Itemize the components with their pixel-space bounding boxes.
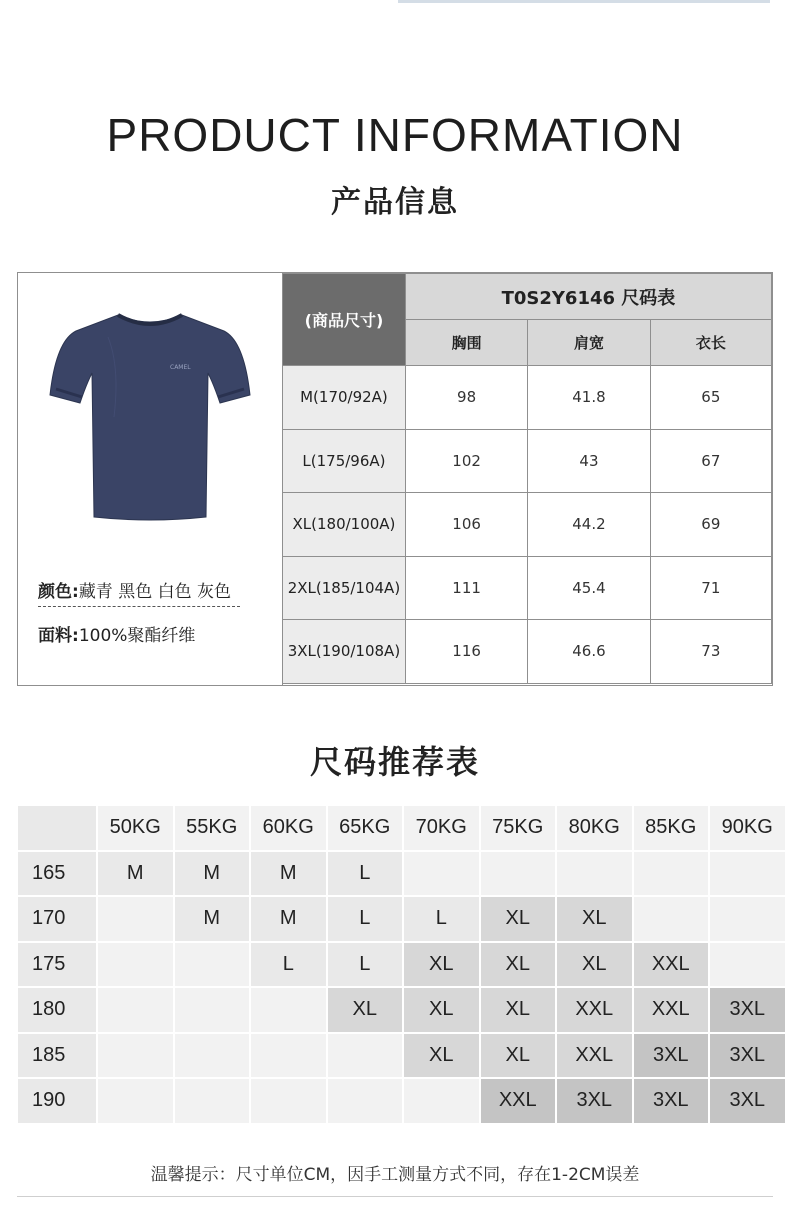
size-cell: XL xyxy=(481,1034,556,1078)
table-cell: 111 xyxy=(405,556,527,620)
size-cell xyxy=(98,1079,173,1123)
table-row xyxy=(18,943,785,987)
size-cell: L xyxy=(251,943,326,987)
size-cell xyxy=(710,852,785,896)
fabric-value: 100%聚酯纤维 xyxy=(78,626,196,646)
table-cell: 41.8 xyxy=(528,366,650,430)
top-divider xyxy=(398,0,770,3)
size-label: M(170/92A) xyxy=(283,366,406,430)
fabric-info xyxy=(38,621,195,646)
table-cell: 73 xyxy=(650,620,771,684)
weight-header: 55KG xyxy=(175,806,250,850)
size-cell xyxy=(175,988,250,1032)
size-label: 3XL(190/108A) xyxy=(283,620,406,684)
weight-header: 85KG xyxy=(634,806,709,850)
size-cell: 3XL xyxy=(557,1079,632,1123)
table-row xyxy=(283,556,772,620)
dashed-divider xyxy=(38,606,240,607)
weight-header: 65KG xyxy=(328,806,403,850)
size-cell: 3XL xyxy=(634,1079,709,1123)
size-cell xyxy=(634,852,709,896)
size-cell xyxy=(557,852,632,896)
size-cell xyxy=(251,988,326,1032)
page-title-cn: 产品信息 xyxy=(331,185,459,220)
size-cell: 3XL xyxy=(710,988,785,1032)
table-row xyxy=(18,1079,785,1123)
size-recommend-table xyxy=(16,804,787,1125)
color-info xyxy=(38,577,231,602)
size-cell: XL xyxy=(557,897,632,941)
size-cell: M xyxy=(175,852,250,896)
table-cell: 71 xyxy=(650,556,771,620)
table-cell: 102 xyxy=(405,429,527,493)
shirt-logo: CAMEL xyxy=(170,364,191,371)
table-row xyxy=(18,1034,785,1078)
size-chart-corner: (商品尺寸) xyxy=(283,274,406,366)
size-label: 2XL(185/104A) xyxy=(283,556,406,620)
size-chart-table xyxy=(282,273,772,684)
table-cell: 98 xyxy=(405,366,527,430)
size-cell xyxy=(404,1079,479,1123)
column-header: 衣长 xyxy=(650,320,771,366)
size-cell xyxy=(175,943,250,987)
size-label: L(175/96A) xyxy=(283,429,406,493)
table-row xyxy=(18,988,785,1032)
table-cell: 69 xyxy=(650,493,771,557)
table-row xyxy=(283,620,772,684)
measurement-note: 温馨提示：尺寸单位CM，因手工测量方式不同，存在1-2CM误差 xyxy=(150,1165,640,1185)
column-header: 肩宽 xyxy=(528,320,650,366)
product-summary xyxy=(18,273,283,685)
size-cell: XL xyxy=(404,943,479,987)
fabric-label: 面料: xyxy=(38,626,79,646)
table-cell: 46.6 xyxy=(528,620,650,684)
weight-header: 60KG xyxy=(251,806,326,850)
size-chart-title: T0S2Y6146 尺码表 xyxy=(405,274,771,320)
size-cell: M xyxy=(251,852,326,896)
size-cell: L xyxy=(328,897,403,941)
size-cell xyxy=(328,1034,403,1078)
table-row xyxy=(283,366,772,430)
size-cell xyxy=(328,1079,403,1123)
color-label: 颜色: xyxy=(38,582,79,602)
size-cell xyxy=(175,1079,250,1123)
size-cell: M xyxy=(251,897,326,941)
size-cell xyxy=(175,1034,250,1078)
size-cell xyxy=(710,897,785,941)
height-label: 170 xyxy=(18,897,96,941)
size-cell: XXL xyxy=(481,1079,556,1123)
size-cell: 3XL xyxy=(710,1079,785,1123)
color-value: 藏青 黑色 白色 灰色 xyxy=(78,582,232,602)
size-cell: XL xyxy=(481,943,556,987)
size-cell xyxy=(481,852,556,896)
column-header: 胸围 xyxy=(405,320,527,366)
size-cell: M xyxy=(98,852,173,896)
size-cell: XL xyxy=(404,1034,479,1078)
weight-header: 75KG xyxy=(481,806,556,850)
size-cell: XL xyxy=(481,897,556,941)
table-row xyxy=(283,429,772,493)
height-label: 190 xyxy=(18,1079,96,1123)
size-cell xyxy=(98,988,173,1032)
height-label: 175 xyxy=(18,943,96,987)
tshirt-image xyxy=(48,307,253,521)
table-cell: 106 xyxy=(405,493,527,557)
size-cell: L xyxy=(404,897,479,941)
size-cell: XL xyxy=(328,988,403,1032)
size-cell xyxy=(98,943,173,987)
size-cell xyxy=(634,897,709,941)
weight-header: 70KG xyxy=(404,806,479,850)
size-cell xyxy=(404,852,479,896)
height-label: 180 xyxy=(18,988,96,1032)
size-label: XL(180/100A) xyxy=(283,493,406,557)
height-label: 165 xyxy=(18,852,96,896)
size-cell: XXL xyxy=(557,988,632,1032)
table-row xyxy=(283,493,772,557)
corner-cell xyxy=(18,806,96,850)
product-info-panel xyxy=(17,272,773,686)
size-cell xyxy=(98,1034,173,1078)
table-cell: 45.4 xyxy=(528,556,650,620)
size-cell: XL xyxy=(557,943,632,987)
size-cell: XXL xyxy=(634,988,709,1032)
table-cell: 43 xyxy=(528,429,650,493)
size-cell xyxy=(251,1034,326,1078)
table-cell: 44.2 xyxy=(528,493,650,557)
table-row xyxy=(18,897,785,941)
weight-header-row xyxy=(18,806,785,850)
size-cell: L xyxy=(328,943,403,987)
page-title-en: PRODUCT INFORMATION xyxy=(106,109,684,161)
size-cell: XXL xyxy=(557,1034,632,1078)
size-cell: XL xyxy=(404,988,479,1032)
size-cell: 3XL xyxy=(634,1034,709,1078)
size-cell: 3XL xyxy=(710,1034,785,1078)
size-cell: XL xyxy=(481,988,556,1032)
table-row xyxy=(18,852,785,896)
table-cell: 65 xyxy=(650,366,771,430)
weight-header: 50KG xyxy=(98,806,173,850)
size-cell xyxy=(710,943,785,987)
size-cell xyxy=(251,1079,326,1123)
size-cell: L xyxy=(328,852,403,896)
recommend-title: 尺码推荐表 xyxy=(309,743,480,781)
height-label: 185 xyxy=(18,1034,96,1078)
table-cell: 67 xyxy=(650,429,771,493)
size-cell xyxy=(98,897,173,941)
weight-header: 80KG xyxy=(557,806,632,850)
weight-header: 90KG xyxy=(710,806,785,850)
size-cell: M xyxy=(175,897,250,941)
table-cell: 116 xyxy=(405,620,527,684)
size-cell: XXL xyxy=(634,943,709,987)
bottom-divider xyxy=(17,1196,773,1197)
